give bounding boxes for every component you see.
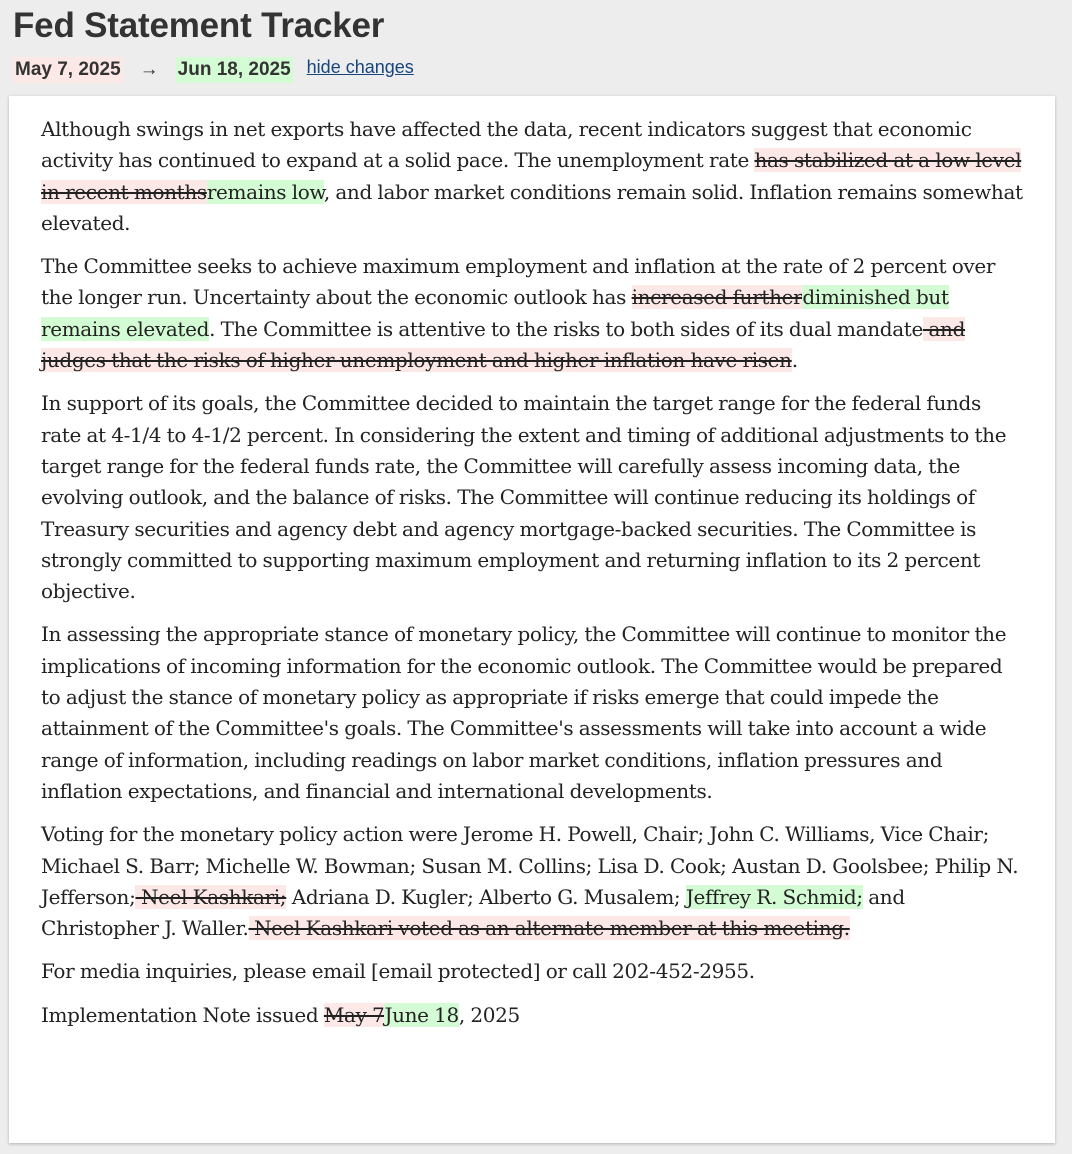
statement-paragraph — [41, 619, 1025, 807]
deleted-text: May 7 — [323, 1002, 385, 1027]
page-title: Fed Statement Tracker — [13, 6, 385, 45]
unchanged-text: In assessing the appropriate stance of monetary policy, the Committee will continue to monitor the implications of incoming information for the economic outlook. The Committee would be prepared to adjust the stance of monetary policy as appropriate if risks emerge that could impede the attainment of the Committee's goals. The Committee's assessments will take into account a wide range of information, including readings on labor market conditions, inflation pressures and inflation expectations, and financial and international developments. — [41, 622, 1007, 803]
unchanged-text: , 2025 — [458, 1002, 520, 1027]
inserted-text: June 18 — [384, 1002, 459, 1027]
old-statement-date: May 7, 2025 — [13, 57, 123, 83]
unchanged-text: Voting for the monetary policy action were Jerome H. Powell, Chair; John C. Williams, Vice Chair; Michael S. Barr; Michelle W. Bowman; Susan M. Collins; Lisa D. Cook; Austan D. Goolsbee; Philip N. Jefferson; — [41, 822, 1019, 909]
arrow-icon: → — [139, 59, 159, 80]
deleted-text: has stabilized at a low level in recent months — [41, 148, 1022, 204]
unchanged-text: Implementation Note issued — [41, 1002, 324, 1027]
deleted-text: Neel Kashkari; — [135, 884, 287, 909]
statement-paragraph — [41, 114, 1025, 239]
statement-paragraph — [41, 1000, 1025, 1031]
inserted-text: Jeffrey R. Schmid; — [685, 884, 863, 909]
statement-paragraph — [41, 388, 1025, 607]
unchanged-text: . — [791, 348, 798, 373]
statement-diff-card — [9, 96, 1055, 1143]
deleted-text: increased further — [631, 285, 803, 310]
unchanged-text: , and labor market conditions remain solid. Inflation remains somewhat elevated. — [41, 179, 1023, 235]
inserted-text: diminished but remains elevated — [41, 285, 949, 341]
deleted-text: Neel Kashkari voted as an alternate member at this meeting. — [248, 916, 850, 941]
hide-changes-link[interactable]: hide changes — [306, 56, 414, 77]
statement-paragraph — [41, 956, 1025, 987]
statement-paragraph — [41, 819, 1025, 944]
unchanged-text: Although swings in net exports have affected the data, recent indicators suggest that economic activity has continued to expand at a solid pace. The unemployment rate — [41, 117, 972, 173]
date-comparison — [13, 57, 414, 83]
deleted-text: and judges that the risks of higher unemployment and higher inflation have risen — [41, 316, 966, 373]
unchanged-text: and Christopher J. Waller. — [41, 884, 905, 941]
unchanged-text: For media inquiries, please email [email protected] or call 202-452-2955. — [41, 959, 755, 984]
unchanged-text: In support of its goals, the Committee decided to maintain the target range for the federal funds rate at 4-1/4 to 4-1/2 percent. In considering the extent and timing of additional adjustments to the target range for the federal funds rate, the Committee will carefully assess incoming data, the evolving outlook, and the balance of risks. The Committee will continue reducing its holdings of Treasury securities and agency debt and agency mortgage-backed securities. The Committee is strongly committed to supporting maximum employment and returning inflation to its 2 percent objective. — [41, 391, 1007, 604]
inserted-text: remains low — [206, 179, 324, 204]
statement-paragraph — [41, 251, 1025, 376]
unchanged-text: The Committee seeks to achieve maximum employment and inflation at the rate of 2 percent over the longer run. Uncertainty about the economic outlook has — [41, 254, 996, 310]
new-statement-date: Jun 18, 2025 — [176, 57, 293, 83]
unchanged-text: Adriana D. Kugler; Alberto G. Musalem; — [286, 884, 686, 909]
unchanged-text: . The Committee is attentive to the risks to both sides of its dual mandate — [209, 316, 923, 341]
